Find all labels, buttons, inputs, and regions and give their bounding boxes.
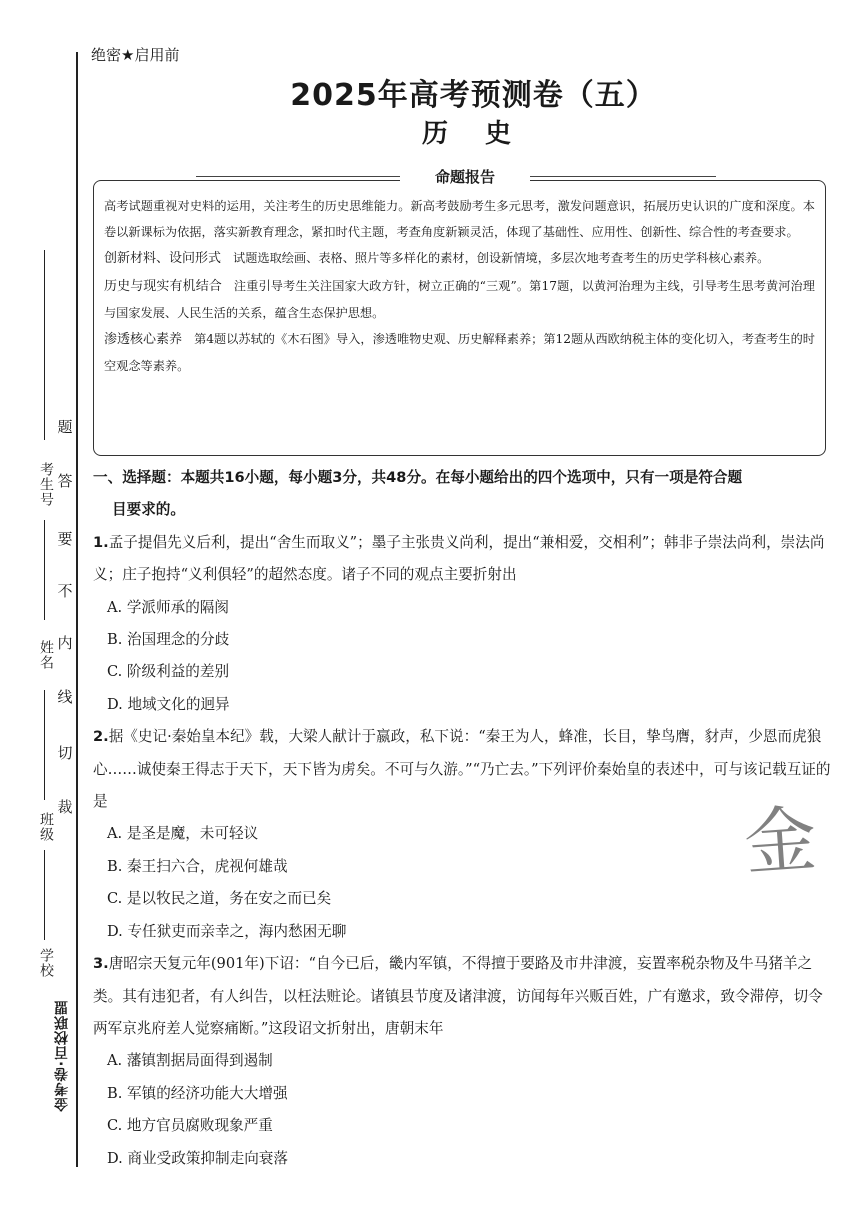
exam-title: 2025年高考预测卷（五）: [290, 78, 657, 113]
option: D. 地域文化的迥异: [107, 695, 230, 713]
secret-label: 绝密★启用前: [91, 46, 180, 64]
report-item-head: 历史与现实有机结合: [104, 278, 222, 294]
option: C. 阶级利益的差别: [107, 663, 230, 681]
binding-strip: [0, 0, 80, 1226]
question-number: 3.: [93, 955, 109, 973]
question-stem: [93, 721, 831, 818]
report-box: [93, 180, 826, 456]
question-text: 据《史记·秦始皇本纪》载，大梁人献计于嬴政，私下说：“秦王为人，蜂准，长目，挚鸟膺，豺声，少恩而虎狼心……诚使秦王得志于天下，天下皆为虏矣。不可与久游。”“乃亡去。”下列评价秦始皇的表述中，可与该记载互证的是: [93, 728, 831, 811]
question-text: 孟子提倡先义后利，提出“舍生而取义”；墨子主张贵义尚利，提出“兼相爱，交相利”；韩非子崇法尚利，崇法尚义；庄子抱持“义利俱轻”的超然态度。诸子不同的观点主要折射出: [93, 533, 825, 584]
line-word: 题: [57, 418, 73, 436]
report-intro: 高考试题重视对史料的运用，关注考生的历史思维能力。新高考鼓励考生多元思考，激发问题意识，拓展历史认识的广度和深度。本卷以新课标为依据，落实新教育理念，紧扣时代主题，考查角度新颖灵活，体现了基础性、应用性、创新性、综合性的考查要求。: [104, 199, 815, 240]
school-label: 学校: [38, 948, 54, 978]
report-heading: 命题报告: [400, 166, 530, 187]
option: B. 军镇的经济功能大大增强: [107, 1084, 288, 1102]
report-item-text: 第4题以苏轼的《木石图》导入，渗透唯物史观、历史解释素养；第12题从西欧纳税主体的变化切入，考查考生的时空观念等素养。: [104, 332, 815, 374]
school-blank: [44, 850, 45, 940]
line-word: 切: [57, 744, 73, 762]
name-blank: [44, 520, 45, 620]
question-area: [93, 462, 831, 1175]
option: D. 专任狱吏而亲幸之，海内愁困无聊: [107, 922, 347, 940]
report-item: [104, 245, 815, 272]
line-word: 线: [57, 688, 73, 706]
report-item-head: 创新材料、设问形式: [104, 251, 222, 267]
option: B. 秦王扫六合，虎视何雄哉: [107, 857, 288, 875]
question-number: 2.: [93, 728, 109, 746]
brand-watermark: 金: [741, 796, 820, 886]
line-word: 裁: [57, 798, 73, 816]
option: B. 治国理念的分歧: [107, 631, 230, 649]
report-item: [104, 326, 815, 379]
question-stem: [93, 948, 831, 1045]
question-text: 唐昭宗天复元年(901年)下诏：“自今已后，畿内军镇，不得擅于要路及市井津渡，妄置率税杂物及牛马猪羊之类。其有违犯者，有人纠告，以枉法赃论。诸镇县节度及诸津渡，访闻每年兴贩百姓，广有邀求，致令滞停，切令两军京兆府差人觉察痛断。”这段诏文折射出，唐朝末年: [93, 955, 823, 1037]
option: A. 藩镇割据局面得到遏制: [107, 1052, 273, 1070]
option: C. 是以牧民之道，务在安之而已矣: [107, 890, 332, 908]
option: D. 商业受政策抑制走向衰落: [107, 1149, 288, 1167]
option: C. 地方官员腐败现象严重: [107, 1117, 273, 1135]
question-number: 1.: [93, 533, 109, 551]
exam-no-label: 考生号: [38, 462, 54, 507]
line-word: 内: [57, 634, 73, 652]
line-word: 不: [57, 582, 73, 600]
name-label: 姓名: [38, 640, 54, 670]
option: A. 是圣是魔，未可轻议: [107, 825, 259, 843]
line-word: 答: [57, 472, 73, 490]
section-heading-cont: 目要求的。: [112, 501, 185, 519]
report-item-head: 渗透核心素养: [104, 332, 183, 348]
cut-line: [76, 52, 78, 1167]
exam-no-blank: [44, 250, 45, 440]
class-blank: [44, 690, 45, 800]
subject-title: 历 史: [421, 119, 526, 149]
line-word: 要: [57, 530, 73, 548]
class-label: 班级: [38, 812, 54, 842]
option: A. 学派师承的隔阂: [107, 598, 229, 616]
question-stem: [93, 527, 831, 592]
section-heading: 一、选择题：本题共16小题，每小题3分，共48分。在每小题给出的四个选项中，只有一项是符合题: [93, 469, 743, 486]
report-item-text: 注重引导考生关注国家大政方针，树立正确的“三观”。第17题，以黄河治理为主线，引导考生思考黄河治理与国家发展、人民生活的关系，蕴含生态保护思想。: [104, 278, 815, 320]
union-label: 金考卷·百校联盟: [54, 1000, 70, 1112]
report-item-text: 试题选取绘画、表格、照片等多样化的素材，创设新情境，多层次地考查考生的历史学科核心素养。: [233, 251, 770, 266]
report-item: [104, 273, 815, 326]
